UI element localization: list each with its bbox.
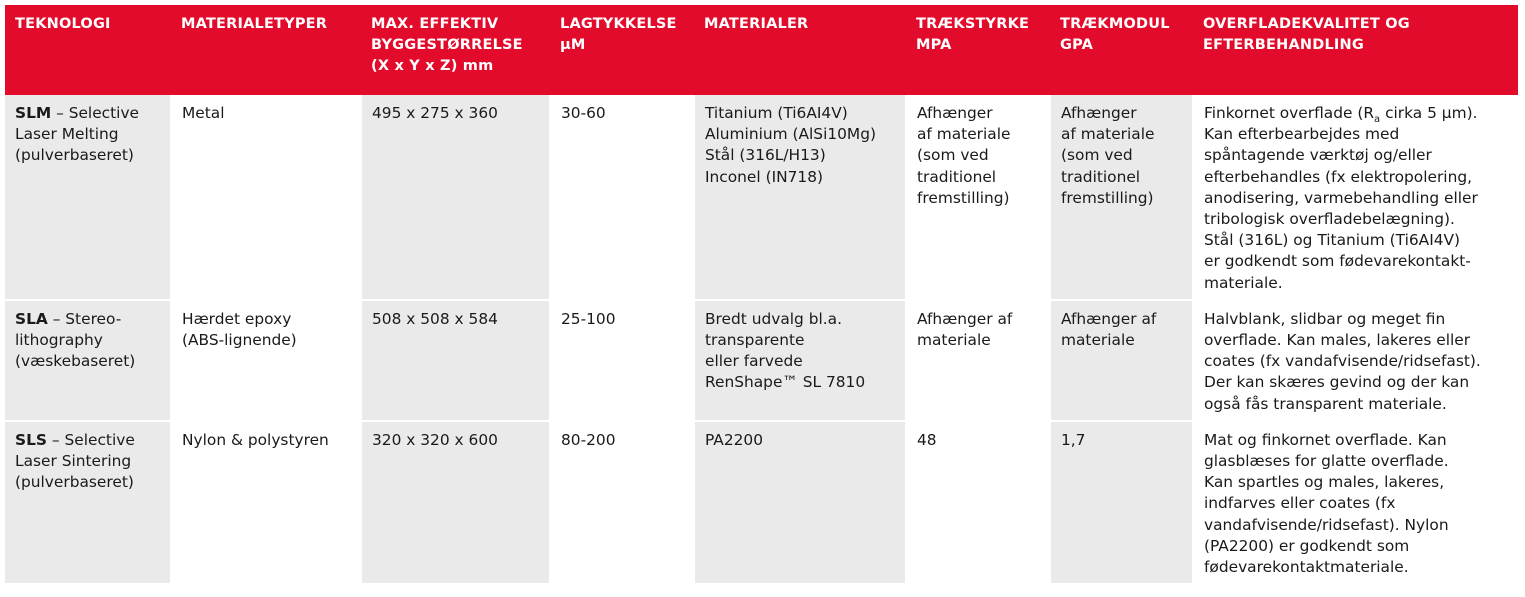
header-tensile-modulus: TRÆKMODUL GPA [1050,5,1193,95]
header-row [5,5,1518,95]
cell-materials: Titanium (Ti6AI4V) Aluminium (AlSi10Mg) Stål (316L/H13) Inconel (IN718) [694,95,906,300]
cell-tensile-strength: Afhænger af materiale (som ved traditionel fremstilling) [906,95,1050,300]
cell-build-size: 495 x 275 x 360 [361,95,550,300]
cell-material-types: Hærdet epoxy (ABS-lignende) [171,300,361,421]
header-build-size: MAX. EFFEKTIV BYGGESTØRRELSE (X x Y x Z) mm [361,5,550,95]
header-materials: MATERIALER [694,5,906,95]
table-row-sla [5,300,1518,421]
header-layer-thickness: LAGTYKKELSE µM [550,5,694,95]
technology-comparison-table [5,5,1519,585]
cell-materials: PA2200 [694,421,906,584]
table-row-sls [5,421,1518,584]
cell-build-size: 508 x 508 x 584 [361,300,550,421]
header-tensile-strength: TRÆKSTYRKE MPA [906,5,1050,95]
cell-surface-quality: Halvblank, slidbar og meget fin overflade. Kan males, lakeres eller coates (fx vandafvisende/ridsefast). Der kan skæres gevind og der kan også fås transparent materiale. [1193,300,1518,421]
cell-tensile-modulus: 1,7 [1050,421,1193,584]
cell-surface-quality: Mat og finkornet overflade. Kan glasblæses for glatte overflade. Kan spartles og males, lakeres, indfarves eller coates (fx vandafvisende/ridsefast). Nylon (PA2200) er godkendt som fødevarekontaktmateriale. [1193,421,1518,584]
cell-build-size: 320 x 320 x 600 [361,421,550,584]
surface-text-rest: cirka 5 µm). Kan efterbearbejdes med spåntagende værktøj og/eller efterbehandles (fx elektropolering, anodisering, varmebehandling eller tribologisk overfladebelægning). Stål (316L) og Titanium (Ti6AI4V) er godkendt som fødevarekontakt- materiale. [1204,104,1478,292]
technology-description: – Stereo- lithography (væskebaseret) [15,309,136,371]
comparison-table-container [5,5,1518,585]
header-surface-quality: OVERFLADEKVALITET OG EFTERBEHANDLING [1193,5,1518,95]
technology-abbreviation: SLM [15,104,52,122]
header-technology: TEKNOLOGI [5,5,171,95]
cell-layer-thickness: 80-200 [550,421,694,584]
technology-abbreviation: SLS [15,430,47,449]
header-material-types: MATERIALETYPER [171,5,361,95]
technology-description: – Selective Laser Sintering (pulverbaseret) [15,430,135,492]
technology-description: – Selective Laser Melting (pulverbaseret) [15,104,140,165]
cell-technology [5,421,171,584]
cell-technology [5,95,171,300]
cell-materials: Bredt udvalg bl.a. transparente eller farvede RenShape™ SL 7810 [694,300,906,421]
cell-technology [5,300,171,421]
surface-subscript: a [1374,114,1381,126]
cell-tensile-modulus: Afhænger af materiale [1050,300,1193,421]
cell-material-types: Nylon & polystyren [171,421,361,584]
cell-layer-thickness: 25-100 [550,300,694,421]
table-body [5,95,1518,584]
technology-abbreviation: SLA [15,309,48,328]
cell-material-types: Metal [171,95,361,300]
cell-tensile-modulus: Afhænger af materiale (som ved traditionel fremstilling) [1050,95,1193,300]
cell-surface-quality [1193,95,1518,300]
table-row-slm [5,95,1518,300]
cell-tensile-strength: Afhænger af materiale [906,300,1050,421]
cell-layer-thickness: 30-60 [550,95,694,300]
cell-tensile-strength: 48 [906,421,1050,584]
surface-text-start: Finkornet overflade (R [1204,104,1375,122]
table-header [5,5,1518,95]
